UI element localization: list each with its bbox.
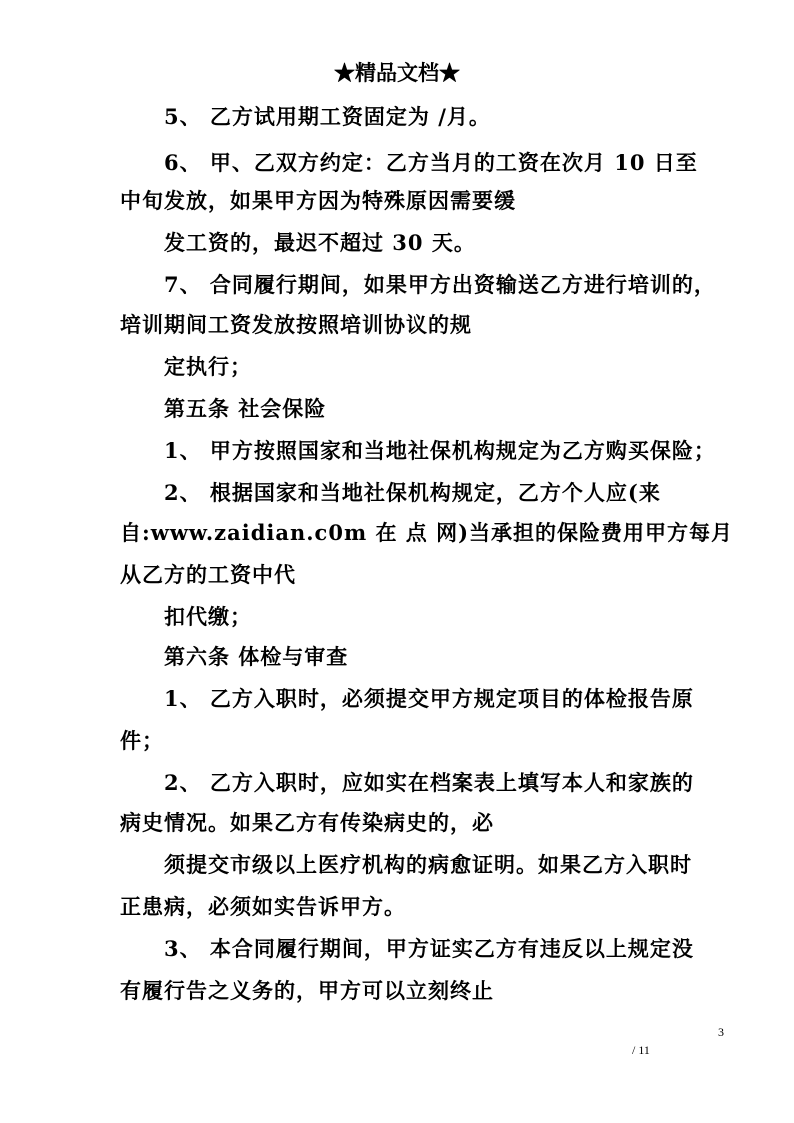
line-11: 自:www.zaidian.c0m 在 点 网)当承担的保险费用甲方每月 <box>120 520 734 545</box>
line-18: 病史情况。如果乙方有传染病史的，必 <box>120 810 494 835</box>
line-1: 5、 乙方试用期工资固定为 /月。 <box>164 104 491 129</box>
line-3: 中旬发放，如果甲方因为特殊原因需要缓 <box>120 188 516 213</box>
line-20: 正患病，必须如实告诉甲方。 <box>120 894 406 919</box>
line-16: 件； <box>120 728 164 753</box>
line-10: 2、 根据国家和当地社保机构规定，乙方个人应(来 <box>164 480 661 505</box>
line-9: 1、 甲方按照国家和当地社保机构规定为乙方购买保险； <box>164 438 716 463</box>
line-5: 7、 合同履行期间，如果甲方出资输送乙方进行培训的， <box>164 272 716 297</box>
line-2: 6、 甲、乙双方约定：乙方当月的工资在次月 10 日至 <box>164 150 698 175</box>
line-6: 培训期间工资发放按照培训协议的规 <box>120 312 472 337</box>
section-6-heading: 第六条 体检与审查 <box>164 644 349 669</box>
line-7: 定执行； <box>164 354 252 379</box>
line-15: 1、 乙方入职时，必须提交甲方规定项目的体检报告原 <box>164 686 694 711</box>
line-19: 须提交市级以上医疗机构的病愈证明。如果乙方入职时 <box>164 852 692 877</box>
page-total: / 11 <box>632 1043 650 1057</box>
line-21: 3、 本合同履行期间，甲方证实乙方有违反以上规定没 <box>164 936 694 961</box>
line-4: 发工资的，最迟不超过 30 天。 <box>164 230 476 255</box>
document-header: ★精品文档★ <box>334 60 460 85</box>
page-number: 3 <box>718 1025 724 1039</box>
line-12: 从乙方的工资中代 <box>120 562 296 587</box>
section-5-heading: 第五条 社会保险 <box>164 396 327 421</box>
line-22: 有履行告之义务的，甲方可以立刻终止 <box>120 978 494 1003</box>
line-17: 2、 乙方入职时，应如实在档案表上填写本人和家族的 <box>164 770 694 795</box>
line-13: 扣代缴； <box>164 604 252 629</box>
